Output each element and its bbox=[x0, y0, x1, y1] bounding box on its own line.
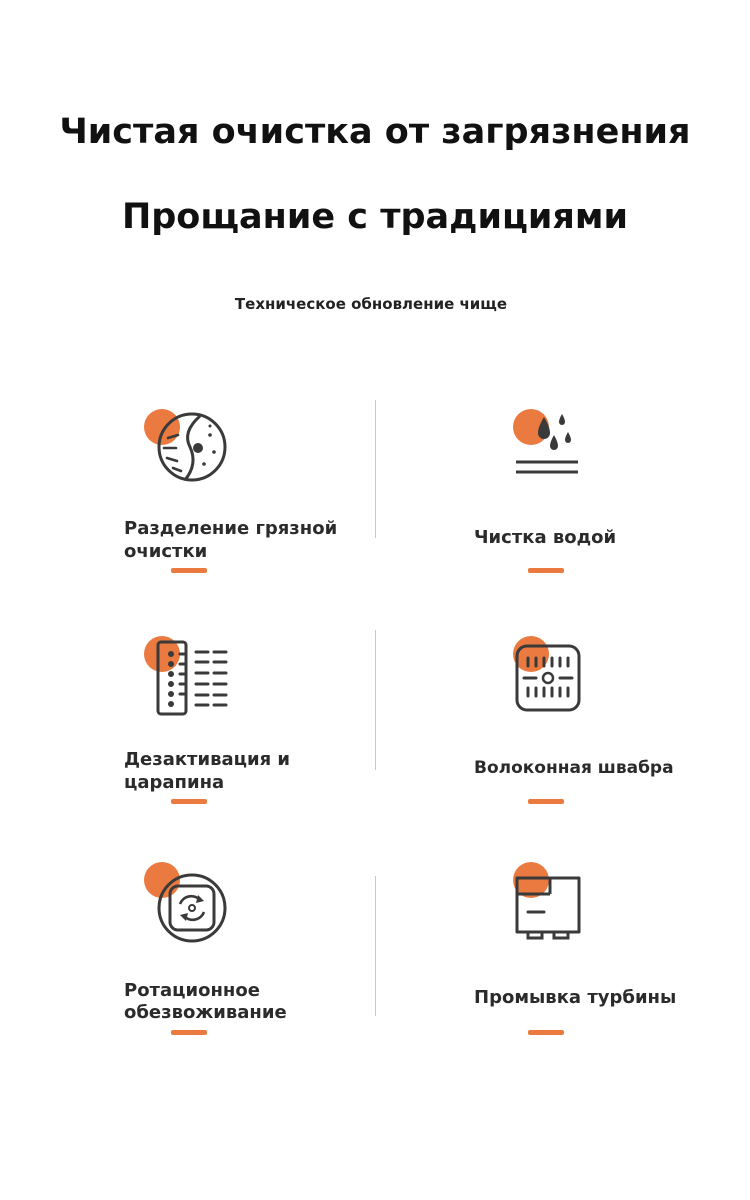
feature-label: Промывка турбины bbox=[474, 987, 677, 1008]
page-title: Чистая очистка от загрязнения bbox=[59, 112, 691, 152]
scraper-comb-icon bbox=[140, 632, 235, 722]
feature-label: Чистка водой bbox=[474, 527, 617, 548]
accent-underline bbox=[171, 568, 207, 573]
divider-row-2 bbox=[375, 630, 376, 770]
divider-row-3 bbox=[375, 876, 376, 1016]
accent-underline bbox=[528, 568, 564, 573]
accent-underline bbox=[528, 1030, 564, 1035]
divider-row-1 bbox=[375, 400, 376, 538]
feature-label: Волоконная швабра bbox=[474, 758, 674, 778]
tagline: Техническое обновление чище bbox=[234, 295, 508, 313]
accent-underline bbox=[528, 799, 564, 804]
page-subtitle-heading: Прощание с традициями bbox=[121, 197, 629, 237]
feature-label: Разделение грязной bbox=[124, 518, 338, 539]
accent-underline bbox=[171, 799, 207, 804]
fiber-mop-icon bbox=[508, 632, 588, 717]
feature-label-line2: царапина bbox=[124, 772, 225, 793]
feature-label: Ротационное bbox=[124, 980, 260, 1001]
feature-label: Дезактивация и bbox=[124, 749, 291, 770]
feature-label-line2: обезвоживание bbox=[124, 1002, 287, 1023]
rotation-dewatering-icon bbox=[140, 860, 235, 950]
accent-underline bbox=[171, 1030, 207, 1035]
dirt-separation-disc-icon bbox=[140, 402, 235, 492]
turbine-wash-icon bbox=[508, 860, 588, 945]
water-drops-icon bbox=[510, 405, 585, 480]
feature-label-line2: очистки bbox=[124, 541, 208, 562]
